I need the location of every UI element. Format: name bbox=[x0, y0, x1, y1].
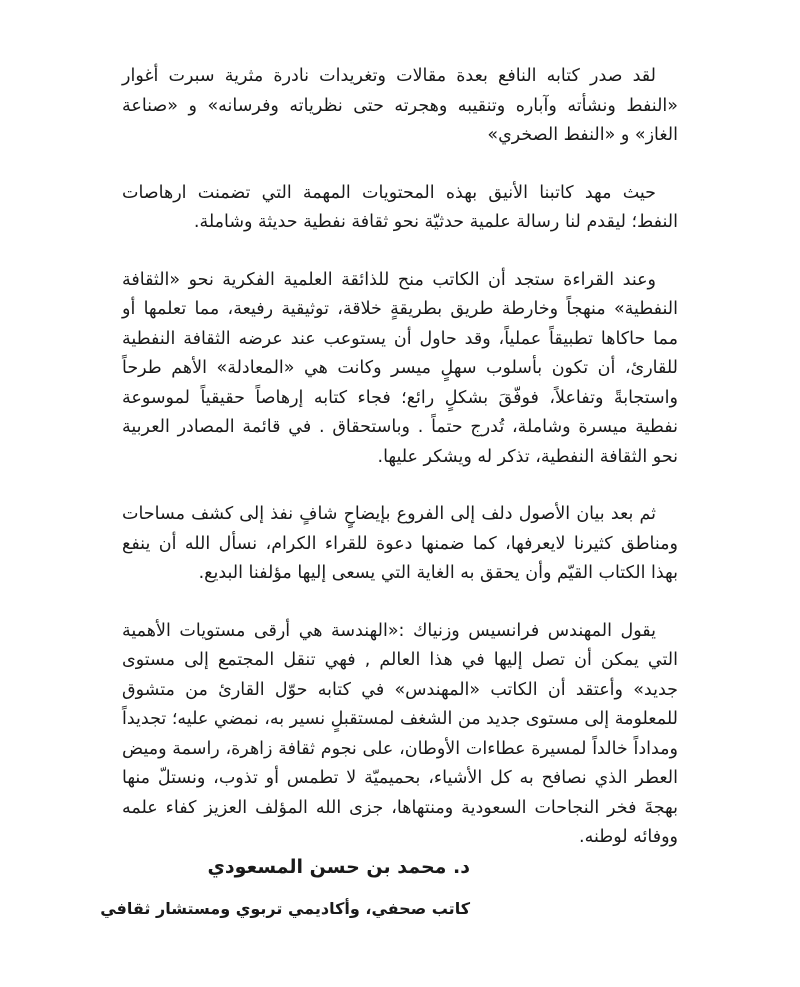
article-body bbox=[122, 62, 678, 853]
author-name: د. محمد بن حسن المسعودي bbox=[207, 856, 470, 878]
paragraph-4: ثم بعد بيان الأصول دلف إلى الفروع بإيضاحٍ شافٍ نفذ إلى كشف مساحات ومناطق كثيرنا لايعرفها، كما ضمنها دعوة للقراء الكرام، نسأل الله أن ينفع بهذا الكتاب القيّم وأن يحقق به الغاية التي يسعى إليها مؤلفنا البديع. bbox=[122, 504, 678, 583]
author-title: كاتب صحفي، وأكاديمي تربوي ومستشار ثقافي bbox=[100, 899, 470, 918]
paragraph-3: وعند القراءة ستجد أن الكاتب منح للذائقة العلمية الفكرية نحو «الثقافة النفطية» منهجاً وخارطة طريق بطريقةٍ خلاقة، توثيقية رفيعة، مما تعلمها أو مما حاكاها تطبيقاً عملياً، وقد حاول أن يستوعب عند عرضه الثقافة النفطية للقارئ، أن تكون بأسلوب سهلٍ ميسر وكانت هي «المعادلة» الأهم طرحاً واستجابةً وتفاعلاً، فوفّقَ بشكلٍ رائع؛ فجاء كتابه إرهاصاً حقيقياً لموسوعة نفطية ميسرة وشاملة، تُدرج حتماً . وباستحقاق . في قائمة المصادر العربية نحو الثقافة النفطية، تذكر له ويشكر عليها. bbox=[122, 269, 678, 467]
paragraph-2: حيث مهد كاتبنا الأنيق بهذه المحتويات المهمة التي تضمنت ارهاصات النفط؛ ليقدم لنا رسالة علمية حدثيّة نحو ثقافة نفطية حديثة وشاملة. bbox=[122, 182, 678, 232]
author-signature bbox=[100, 852, 470, 918]
paragraph-5: يقول المهندس فرانسيس وزنياك :«الهندسة هي أرقى مستويات الأهمية التي يمكن أن تصل إليها في هذا العالم , فهي تنقل المجتمع إلى مستوى جديد» وأعتقد أن الكاتب «المهندس» في كتابه حوّل القارئ من متشوق للمعلومة إلى مستوى جديد من الشغف لمستقبلٍ نسير به، نمضي عليه؛ تجديداً ومداداً خالداً لمسيرة عطاءات الأوطان، على نجوم ثقافة زاهرة، راسمة وميض العطر الذي نصافح به كل الأشياء، بحميميّة لا تطمس أو تذوب، ونستلّ منها بهجةَ فخر النجاحات السعودية ومنتهاها، جزى الله المؤلف العزيز كفاء علمه ووفائه لوطنه. bbox=[122, 620, 678, 847]
paragraph-1: لقد صدر كتابه النافع بعدة مقالات وتغريدات نادرة مثرية سبرت أغوار «النفط ونشأته وآباره وتنقيبه وهجرته حتى نظرياته وفرسانه» و «صناعة الغاز» و «النفط الصخري» bbox=[122, 66, 678, 145]
